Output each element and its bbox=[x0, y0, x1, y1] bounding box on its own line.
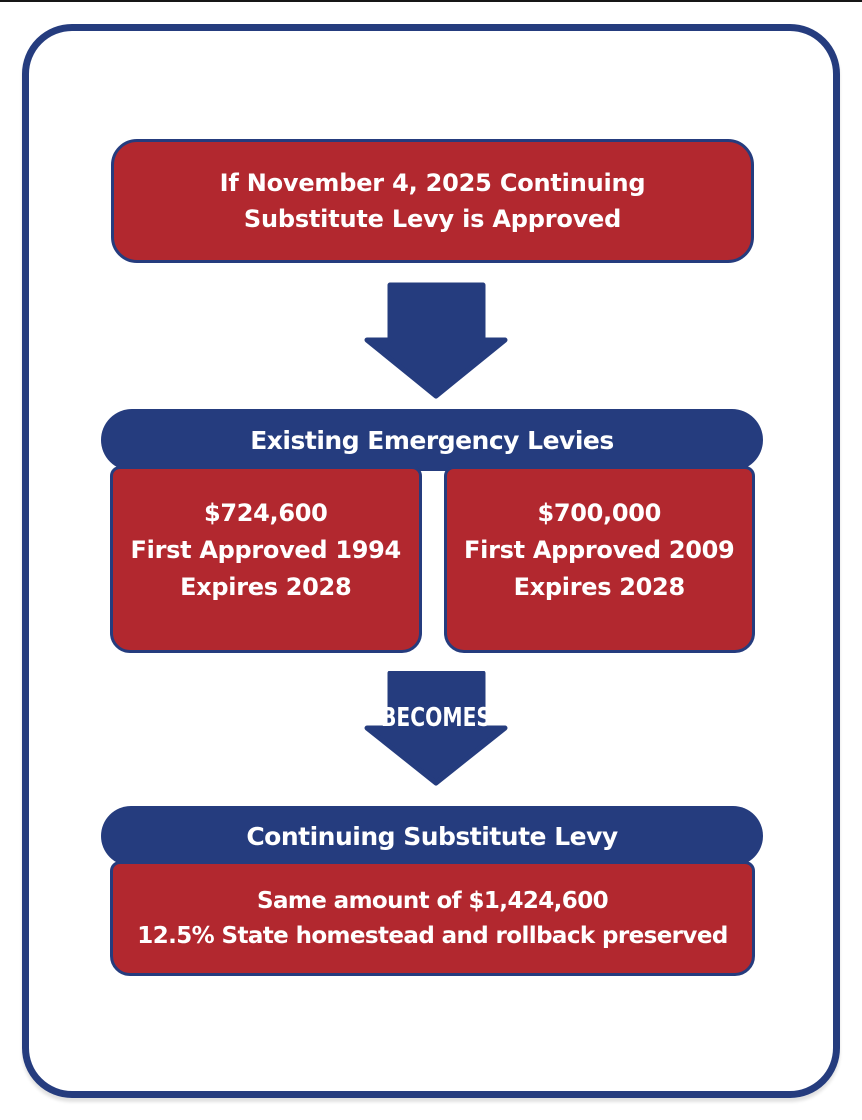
top-edge-line bbox=[0, 0, 862, 2]
condition-line-2: Substitute Levy is Approved bbox=[243, 205, 622, 233]
levy-expires: Expires 2028 bbox=[513, 573, 685, 601]
levy-expires: Expires 2028 bbox=[180, 573, 352, 601]
levy-approved: First Approved 1994 bbox=[130, 536, 401, 564]
levy-card-2009 bbox=[444, 466, 756, 653]
existing-levies-header bbox=[101, 409, 763, 471]
substitute-levy-card bbox=[110, 861, 755, 976]
levy-card-1994 bbox=[110, 466, 422, 653]
levy-amount: $724,600 bbox=[203, 499, 328, 527]
arrow-down-icon bbox=[364, 282, 508, 400]
levy-amount: $700,000 bbox=[537, 499, 662, 527]
result-line-2: 12.5% State homestead and rollback preserved bbox=[137, 922, 728, 949]
existing-levies-row bbox=[110, 466, 755, 653]
levy-approved: First Approved 2009 bbox=[464, 536, 735, 564]
existing-levies-title: Existing Emergency Levies bbox=[250, 425, 614, 455]
becomes-arrow-down-icon bbox=[364, 671, 508, 787]
becomes-label: BECOMES bbox=[380, 703, 492, 733]
substitute-levy-title: Continuing Substitute Levy bbox=[246, 821, 618, 851]
condition-box bbox=[111, 139, 754, 263]
substitute-levy-header bbox=[101, 806, 763, 866]
result-line-1: Same amount of $1,424,600 bbox=[256, 887, 608, 914]
condition-line-1: If November 4, 2025 Continuing bbox=[219, 169, 646, 197]
